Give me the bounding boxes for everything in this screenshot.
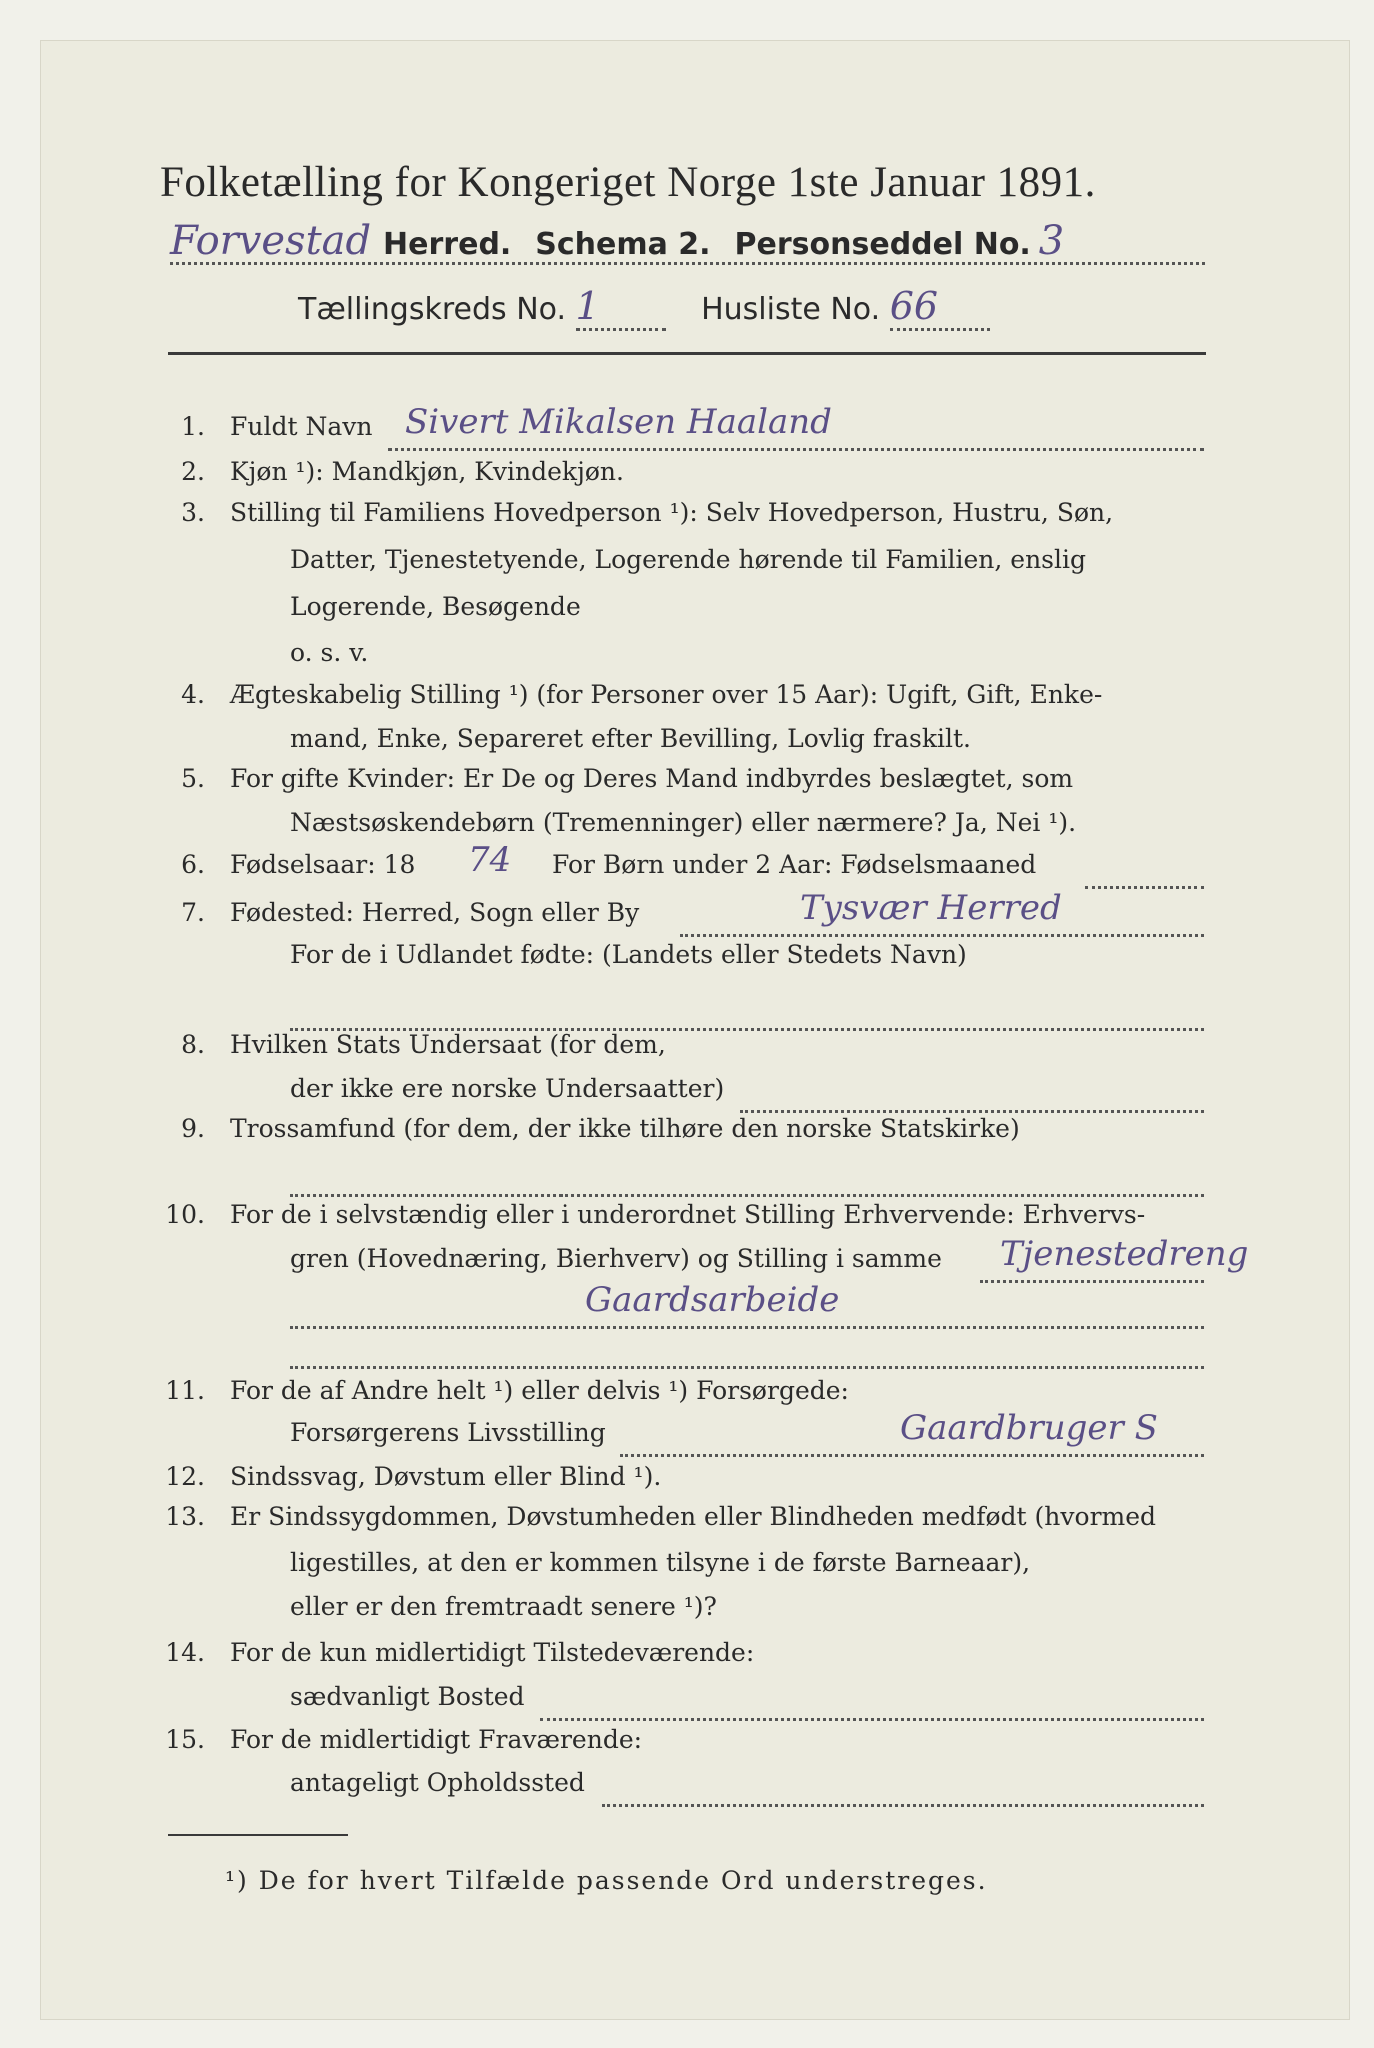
handwritten-entry: Tjenestedreng [1000,1234,1249,1274]
handwritten-entry: Tysvær Herred [800,888,1062,928]
kreds-line [298,284,990,331]
item-text: gren (Hovednæring, Bierhverv) og Stilling i samme [290,1244,942,1273]
header-rule [168,352,1206,355]
dotted-fill-line [290,1326,1204,1329]
item-text: Trossamfund (for dem, der ikke tilhøre den norske Statskirke) [230,1114,1020,1143]
item-number: 8. [181,1030,205,1059]
dotted-fill-line [620,1454,1204,1457]
item-text: Fødested: Herred, Sogn eller By [230,898,640,927]
dotted-fill-line [290,1366,1204,1369]
handwritten-entry: Gaardbruger S [900,1408,1158,1448]
item-number: 11. [165,1376,205,1405]
item-number: 7. [181,898,205,927]
item-number: 5. [181,764,205,793]
handwritten-entry: Sivert Mikalsen Haaland [405,402,832,442]
dotted-fill-line [740,1110,1204,1113]
footnote: ¹) De for hvert Tilfælde passende Ord understreges. [225,1866,988,1895]
item-number: 14. [165,1638,205,1667]
item-text: Sindssvag, Døvstum eller Blind ¹). [230,1462,662,1491]
item-text: Hvilken Stats Undersaat (for dem, [230,1030,666,1059]
handwritten-entry: 74 [468,840,512,880]
item-number: 4. [181,680,205,709]
item-text: o. s. v. [290,638,369,667]
dotted-fill-line [980,1280,1204,1283]
husliste-label: Husliste No. [701,292,881,327]
form-title: Folketælling for Kongeriget Norge 1ste Januar 1891. [160,159,1096,206]
item-number: 15. [165,1725,205,1754]
item-text: antageligt Opholdssted [290,1768,585,1797]
item-text: Er Sindssygdommen, Døvstumheden eller Blindheden medfødt (hvormed [230,1502,1157,1531]
dotted-fill-line [290,1194,1204,1197]
item-number: 3. [181,498,205,527]
item-text: For de midlertidigt Fraværende: [230,1725,643,1754]
herred-label: Herred. [383,227,512,262]
dotted-fill-line [680,934,1204,937]
item-number: 13. [165,1502,205,1531]
item-text: Forsørgerens Livsstilling [290,1418,606,1447]
item-text: mand, Enke, Separeret efter Bevilling, Lovlig fraskilt. [290,724,971,753]
herred-handwritten: Forvestad [170,218,372,264]
item-text: ligestilles, at den er kommen tilsyne i de første Barneaar), [290,1548,1031,1577]
kreds-label: Tællingskreds No. [298,292,566,327]
item-text: For de af Andre helt ¹) eller delvis ¹) Forsørgede: [230,1376,849,1405]
dotted-fill-line [1085,886,1204,889]
item-number: 6. [181,850,205,879]
item-text: For de kun midlertidigt Tilstedeværende: [230,1638,755,1667]
item-text: For gifte Kvinder: Er De og Deres Mand indbyrdes beslægtet, som [230,764,1074,793]
item-text: Datter, Tjenestetyende, Logerende hørende til Familien, enslig [290,545,1087,574]
personseddel-label: Personseddel No. [734,227,1031,262]
item-number: 9. [181,1114,205,1143]
dotted-fill-line [388,448,1204,451]
item-text: der ikke ere norske Undersaatter) [290,1074,725,1103]
item-number: 12. [165,1462,205,1491]
item-text: Kjøn ¹): Mandkjøn, Kvindekjøn. [230,457,624,486]
dotted-fill-line [602,1804,1204,1807]
footnote-rule [168,1834,348,1836]
item-text: eller er den fremtraadt senere ¹)? [290,1592,717,1621]
personseddel-number: 3 [1038,218,1065,264]
item-text: Ægteskabelig Stilling ¹) (for Personer over 15 Aar): Ugift, Gift, Enke- [230,680,1103,709]
handwritten-entry: Gaardsarbeide [585,1280,840,1320]
kreds-number: 1 [576,284,666,331]
item-text: Stilling til Familiens Hovedperson ¹): Selv Hovedperson, Hustru, Søn, [230,498,1114,527]
item-text: For de i Udlandet fødte: (Landets eller Stedets Navn) [290,940,967,969]
herred-line [170,218,1064,264]
item-text: Logerende, Besøgende [290,592,581,621]
dotted-fill-line [540,1718,1204,1721]
item-number: 1. [181,412,205,441]
item-number: 10. [165,1200,205,1229]
item-text: Fødselsaar: 18 [230,850,416,879]
herred-dotted-line [170,262,1205,265]
item-number: 2. [181,457,205,486]
item-text: For de i selvstændig eller i underordnet Stilling Erhvervende: Erhvervs- [230,1200,1146,1229]
schema-label: Schema 2. [535,227,711,262]
item-text: Fuldt Navn [230,412,373,441]
item-text-secondary: For Børn under 2 Aar: Fødselsmaaned [552,850,1037,879]
item-text: sædvanligt Bosted [290,1682,525,1711]
husliste-number: 66 [890,284,990,331]
item-text: Næstsøskendebørn (Tremenninger) eller nærmere? Ja, Nei ¹). [290,808,1077,837]
